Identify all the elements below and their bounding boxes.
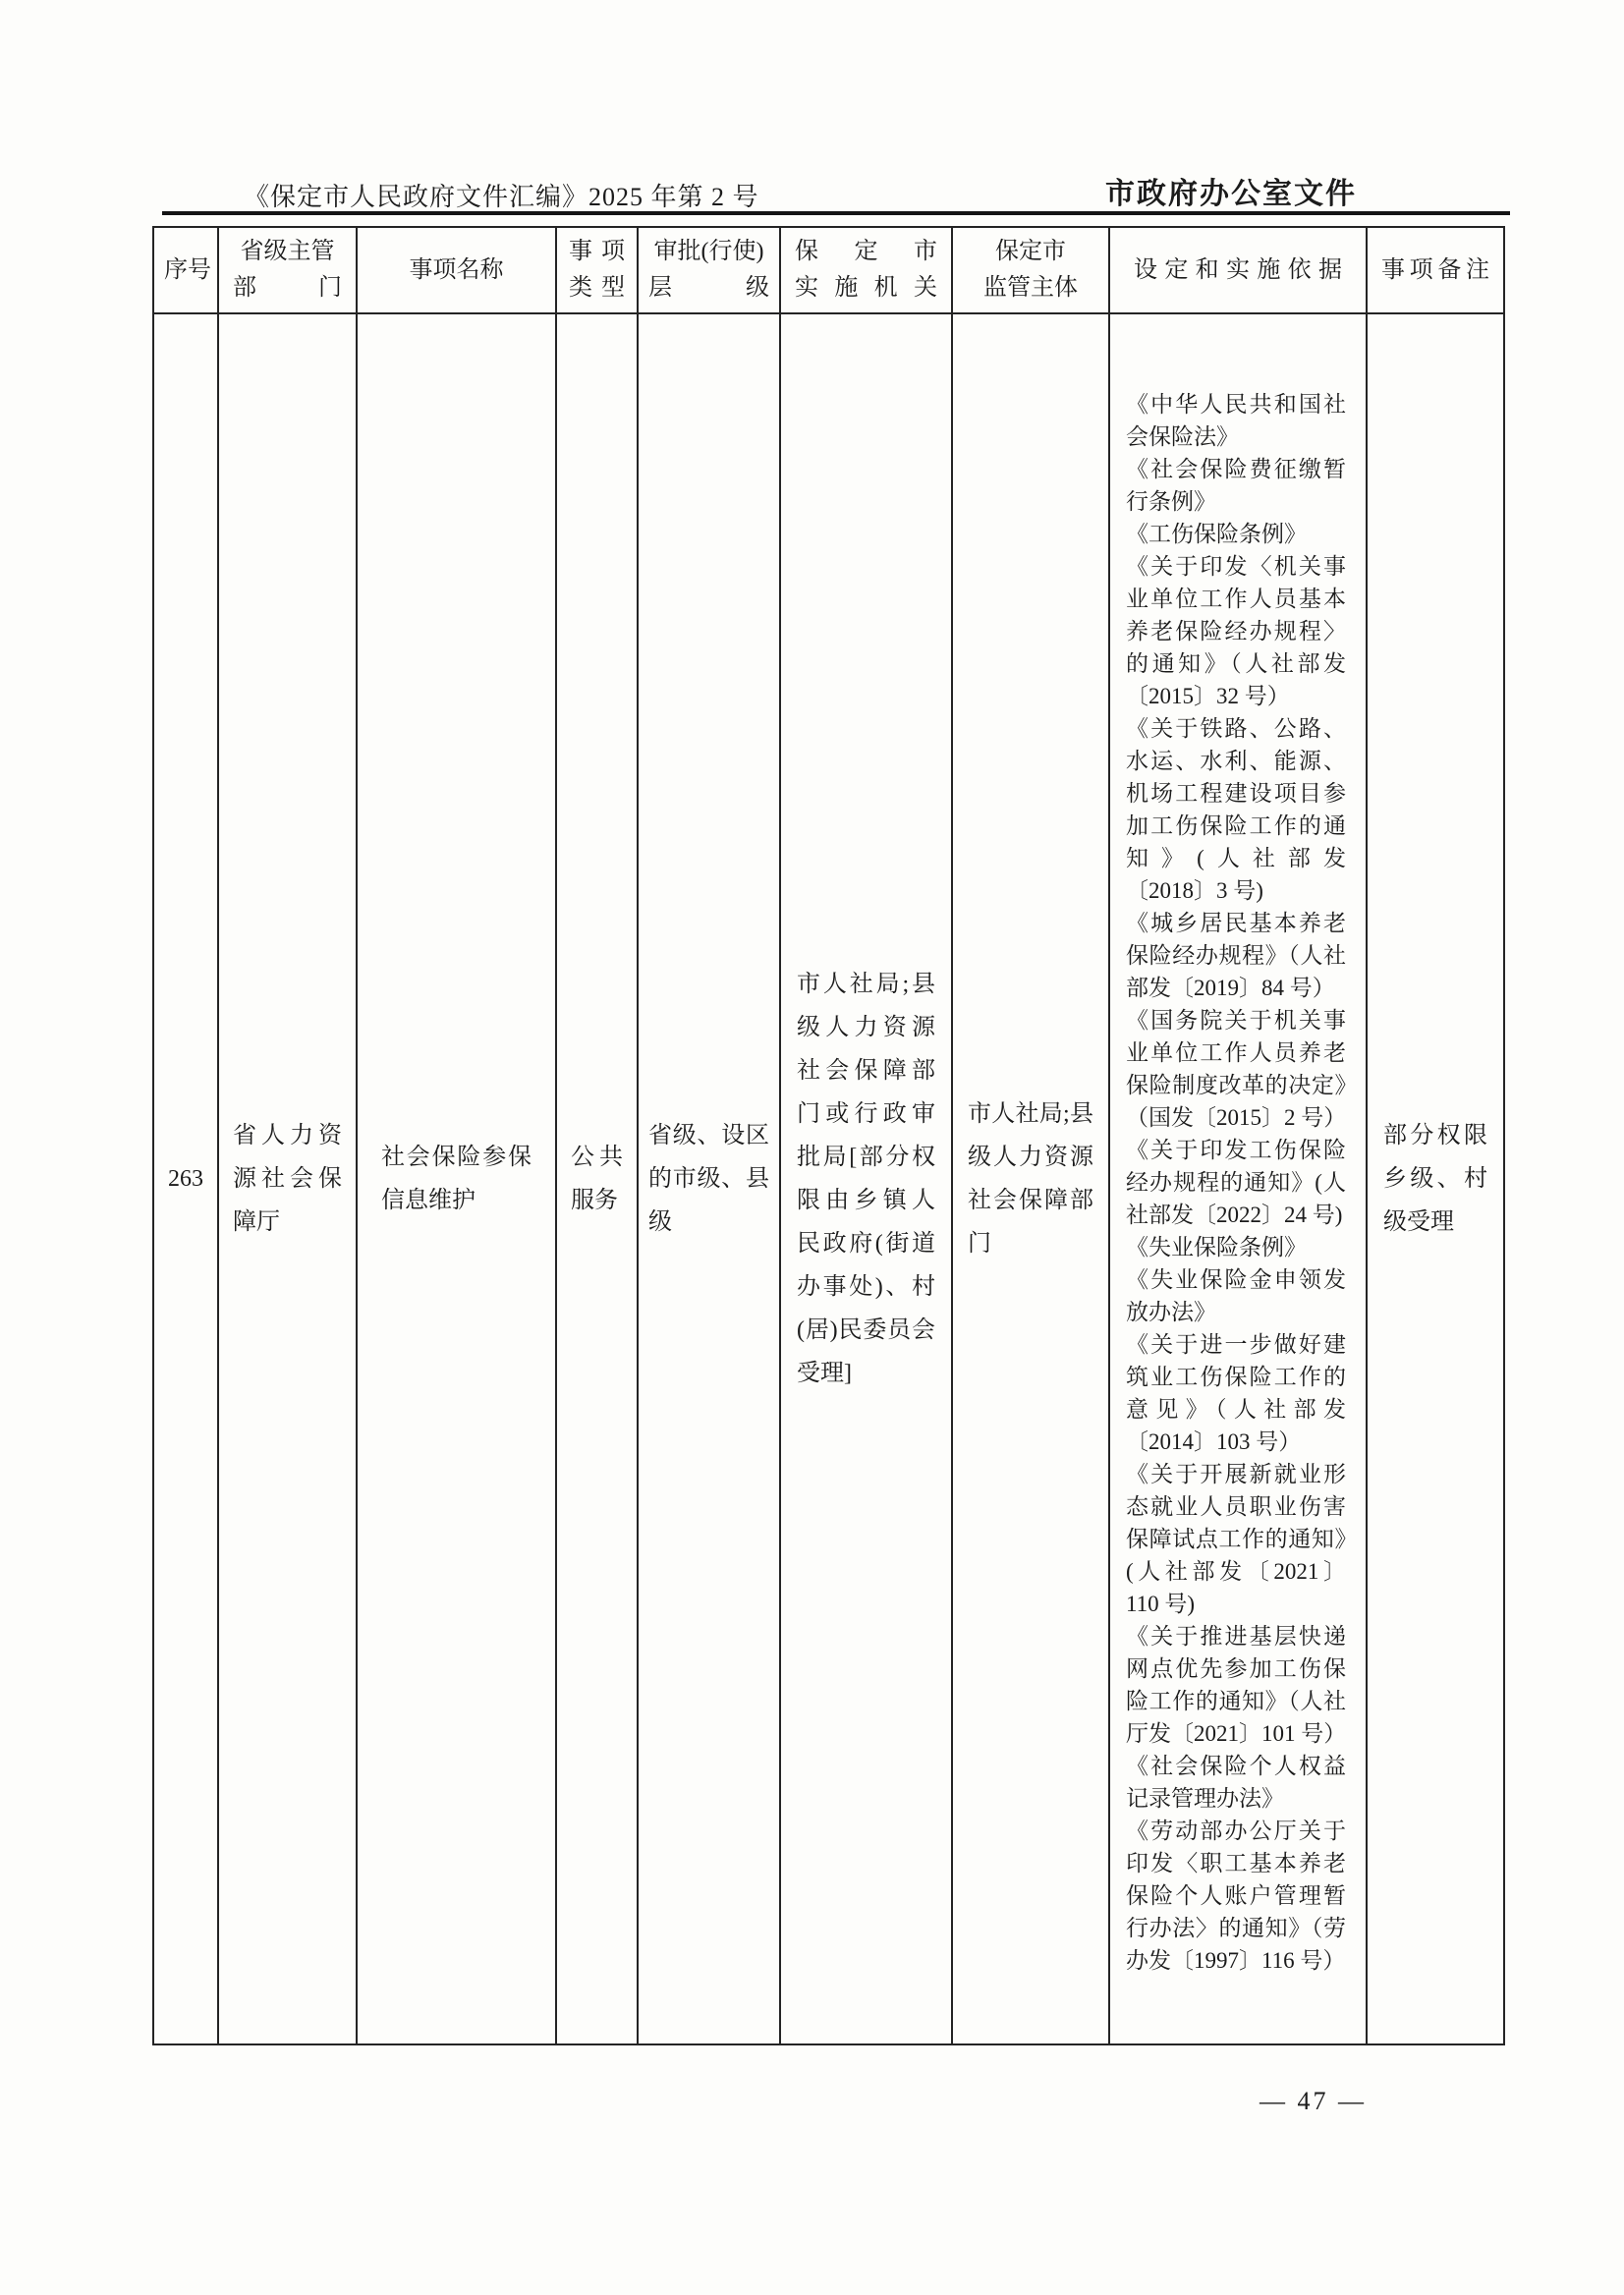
legal-basis-item: 《社会保险个人权益记录管理办法》 [1126, 1753, 1346, 1811]
legal-basis-item: 《关于印发工伤保险经办规程的通知》(人社部发〔2022〕24 号) [1126, 1137, 1346, 1227]
legal-basis-item: 《国务院关于机关事业单位工作人员养老保险制度改革的决定》（国发〔2015〕2 号） [1126, 1007, 1347, 1130]
serial-number: 263 [168, 1165, 203, 1192]
col-header-provincial-department-line2: 部门 [233, 275, 342, 301]
remarks-text: 部分权限乡级、村级受理 [1383, 1123, 1487, 1235]
col-header-item-type-line2: 类型 [569, 275, 625, 301]
col-header-item-name [357, 227, 556, 313]
col-header-serial [153, 227, 218, 313]
supervising-body-text: 市人社局;县级人力资源社会保障部门 [968, 1101, 1093, 1257]
item-type-text: 公共服务 [571, 1145, 623, 1213]
approval-items-table [152, 226, 1505, 2045]
col-header-provincial-department-line1: 省级主管 [240, 239, 335, 264]
col-header-implementing-agency [780, 227, 952, 313]
col-header-approval-level [638, 227, 780, 313]
legal-basis-item: 《中华人民共和国社会保险法》 [1126, 391, 1346, 449]
col-header-provincial-department [218, 227, 357, 313]
cell-legal-basis [1109, 313, 1367, 2044]
legal-basis-item: 《城乡居民基本养老保险经办规程》（人社部发〔2019〕84 号） [1126, 910, 1346, 1000]
table-row [153, 313, 1504, 2044]
legal-basis-item: 《劳动部办公厅关于印发〈职工基本养老保险个人账户管理暂行办法〉的通知》（劳办发〔1997〕116 号） [1126, 1818, 1346, 1973]
cell-approval-level [638, 313, 780, 2044]
provincial-department-text: 省人力资源社会保障厅 [233, 1123, 342, 1235]
col-header-approval-level-line1: 审批(行使) [653, 239, 764, 264]
approval-level-text: 省级、设区的市级、县级 [648, 1123, 769, 1235]
cell-supervising-body [952, 313, 1109, 2044]
col-header-legal-basis [1109, 227, 1367, 313]
col-header-remarks-text: 事项备注 [1381, 256, 1489, 283]
col-header-approval-level-line2: 层级 [648, 275, 769, 301]
legal-basis-item: 《失业保险金申领发放办法》 [1126, 1266, 1346, 1324]
implementing-agency-text: 市人社局;县级人力资源社会保障部门或行政审批局[部分权限由乡镇人民政府(街道办事处)、村(居)民委员会受理] [797, 972, 935, 1386]
cell-serial [153, 313, 218, 2044]
page-number: — 47 — [1260, 2087, 1367, 2115]
col-header-supervising-body-line2: 监管主体 [983, 275, 1078, 301]
compilation-title: 《保定市人民政府文件汇编》2025 年第 2 号 [244, 183, 759, 211]
col-header-item-type [556, 227, 638, 313]
cell-item-name [357, 313, 556, 2044]
cell-item-type [556, 313, 638, 2044]
col-header-supervising-body [952, 227, 1109, 313]
col-header-remarks [1367, 227, 1504, 313]
col-header-item-name-text: 事项名称 [409, 256, 504, 283]
col-header-implementing-agency-line2: 实施机关 [795, 275, 937, 301]
legal-basis-list [1126, 388, 1346, 1977]
legal-basis-item: 《工伤保险条例》 [1126, 521, 1307, 546]
col-header-legal-basis-text: 设定和实施依据 [1134, 256, 1342, 283]
legal-basis-item: 《关于推进基层快递网点优先参加工伤保险工作的通知》（人社厅发〔2021〕101 号） [1126, 1623, 1347, 1746]
legal-basis-item: 《社会保险费征缴暂行条例》 [1126, 456, 1346, 514]
item-name-text: 社会保险参保信息维护 [381, 1145, 532, 1213]
header-rule [162, 211, 1510, 215]
col-header-item-type-line1: 事项 [569, 239, 625, 264]
legal-basis-item: 《失业保险条例》 [1126, 1234, 1307, 1259]
cell-implementing-agency [780, 313, 952, 2044]
table-header-row [153, 227, 1504, 313]
legal-basis-item: 《关于印发〈机关事业单位工作人员基本养老保险经办规程〉的通知》（人社部发〔2015〕32 号） [1126, 553, 1346, 708]
col-header-implementing-agency-line1: 保定市 [795, 239, 937, 264]
col-header-supervising-body-line1: 保定市 [995, 239, 1066, 264]
cell-provincial-department [218, 313, 357, 2044]
legal-basis-item: 《关于铁路、公路、水运、水利、能源、机场工程建设项目参加工伤保险工作的通知》(人社部发〔2018〕3 号) [1126, 715, 1346, 903]
cell-remarks [1367, 313, 1504, 2044]
col-header-serial-text: 序号 [164, 256, 211, 283]
office-document-label: 市政府办公室文件 [1105, 178, 1357, 210]
legal-basis-item: 《关于开展新就业形态就业人员职业伤害保障试点工作的通知》(人社部发〔2021〕110 号) [1126, 1461, 1346, 1616]
legal-basis-item: 《关于进一步做好建筑业工伤保险工作的意见》（人社部发〔2014〕103 号） [1126, 1331, 1346, 1454]
